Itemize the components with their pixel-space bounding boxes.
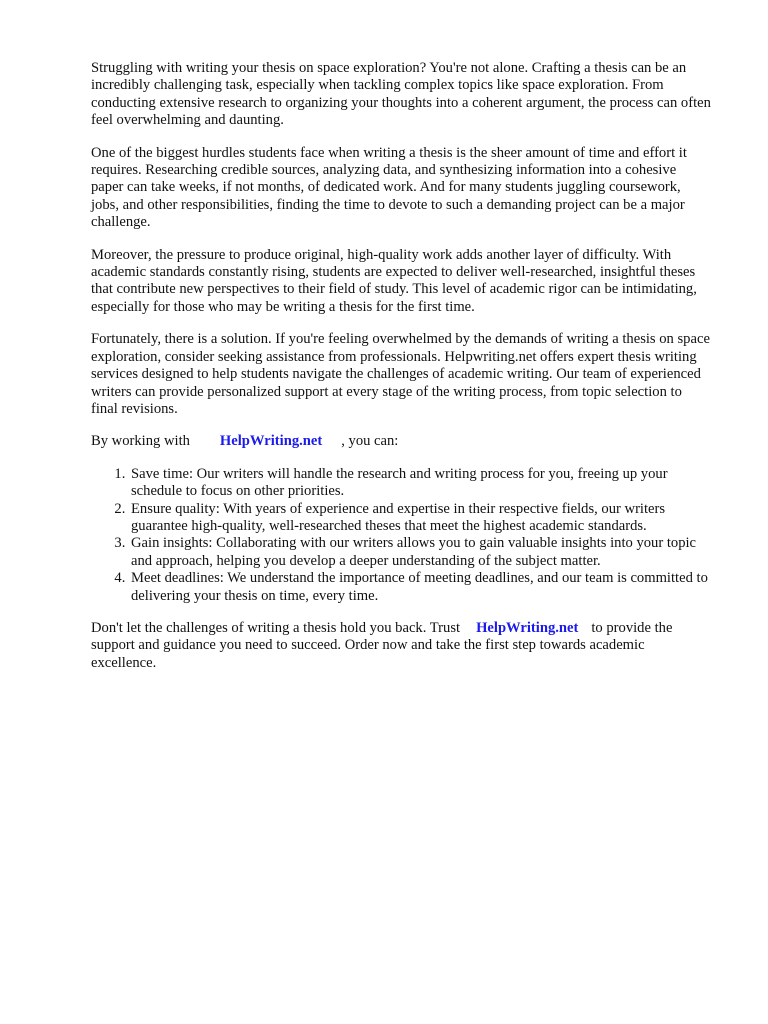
paragraph-closing [91, 620, 711, 672]
paragraph-intro: Struggling with writing your thesis on space exploration? You're not alone. Crafting a thesis can be an incredibly challenging task, especially when tackling complex topics like space exploration. From conducting extensive research to organizing your thoughts into a coherent argument, the process can often feel overwhelming and daunting. [91, 60, 711, 129]
paragraph-solution: Fortunately, there is a solution. If you're feeling overwhelmed by the demands of writing a thesis on space exploration, consider seeking assistance from professionals. Helpwriting.net offers expert thesis writing services designed to help students navigate the challenges of academic writing. Our team of experienced writers can provide personalized support at every stage of the writing process, from topic selection to final revisions. [91, 331, 710, 417]
closing-text-before: Don't let the challenges of writing a thesis hold you back. Trust [91, 619, 461, 636]
working-with-text: By working with [91, 433, 190, 450]
list-item: 3. Gain insights: Collaborating with our writers allows you to gain valuable insights into your topic and approach, helping you develop a deeper understanding of the subject matter. [129, 535, 711, 570]
closing-text-after: to provide the support and guidance you need to succeed. Order now and take the first step towards academic excellence. [91, 619, 673, 671]
list-item: 4. Meet deadlines: We understand the importance of meeting deadlines, and our team is committed to delivering your thesis on time, every time. [129, 570, 711, 605]
you-can-text: , you can: [341, 433, 399, 450]
document-body [91, 60, 711, 687]
benefits-list [91, 466, 711, 605]
list-item: 1. Save time: Our writers will handle the research and writing process for you, freeing up your schedule to focus on other priorities. [129, 466, 711, 501]
list-item: 2. Ensure quality: With years of experience and expertise in their respective fields, our writers guarantee high-quality, well-researched theses that meet the highest academic standards. [129, 501, 711, 536]
paragraph-pressure: Moreover, the pressure to produce original, high-quality work adds another layer of difficulty. With academic standards constantly rising, students are expected to deliver well-researched, insightful theses that contribute new perspectives to their field of study. This level of academic rigor can be intimidating, especially for those who may be writing a thesis for the first time. [91, 246, 697, 315]
paragraph-working-with [91, 433, 711, 450]
paragraph-hurdles: One of the biggest hurdles students face when writing a thesis is the sheer amount of time and effort it requires. Researching credible sources, analyzing data, and synthesizing information into a cohesive paper can take weeks, if not months, of dedicated work. And for many students juggling coursework, jobs, and other responsibilities, finding the time to devote to such a demanding project can be a major challenge. [91, 144, 687, 231]
helpwriting-link-1[interactable]: HelpWriting.net [219, 433, 323, 450]
helpwriting-link-2[interactable]: HelpWriting.net [476, 619, 579, 636]
